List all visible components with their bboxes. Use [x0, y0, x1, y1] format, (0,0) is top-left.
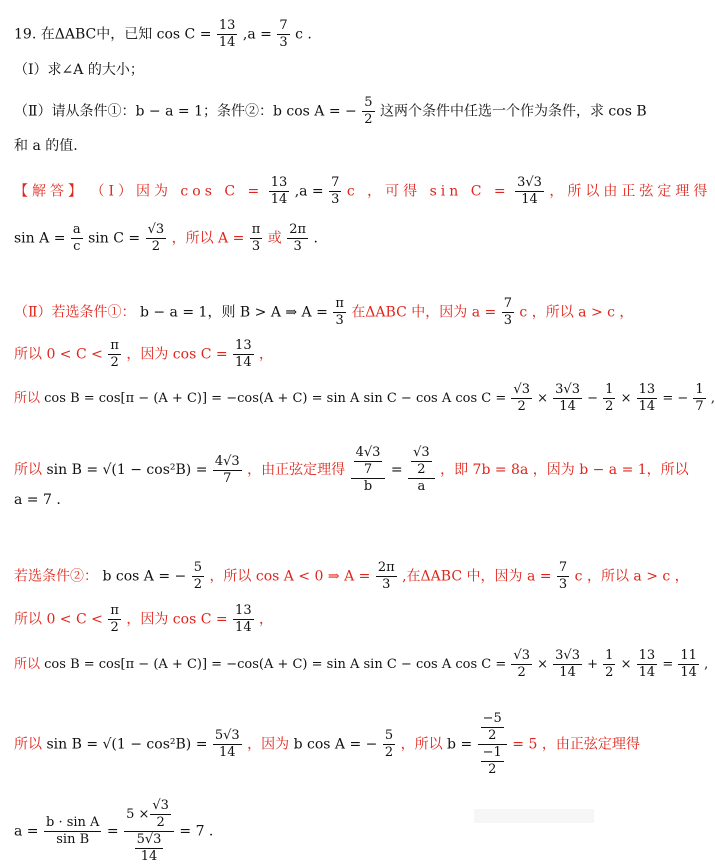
- fraction-denominator: 14: [559, 665, 576, 680]
- b-cos-a: b cos A = −: [102, 568, 187, 585]
- a-over-c-fraction: [71, 222, 83, 255]
- fraction-denominator: 7: [223, 470, 232, 486]
- fraction-denominator: 3: [382, 577, 391, 592]
- comma: ,: [710, 391, 715, 406]
- fraction-denominator: 3: [279, 35, 288, 50]
- cond2-line-2: [14, 603, 614, 636]
- fraction-denominator: 2: [151, 239, 160, 254]
- cond1-in-triangle: 在ΔABC 中，因为 a =: [351, 304, 497, 321]
- fraction-numerator: √3: [152, 798, 169, 813]
- cond2-line-4: [14, 711, 640, 778]
- fraction-denominator: 14: [270, 192, 288, 207]
- fraction-denominator: b: [363, 479, 373, 494]
- problem-part1: （Ⅰ）求∠A 的大小；: [14, 62, 144, 78]
- fraction-2: [553, 648, 582, 681]
- so-a-text: ，所以 A =: [171, 230, 245, 247]
- two-pi-over-3-fraction: [376, 560, 397, 593]
- fraction-denominator: a: [417, 479, 426, 494]
- fraction-denominator: 3: [335, 313, 344, 328]
- fraction-denominator: 7: [695, 399, 704, 414]
- fraction-5: [678, 648, 699, 681]
- sin-b-fraction: [213, 454, 242, 487]
- cos-b-expansion: cos B = cos[π − (A + C)] = −cos(A + C) = sin A sin C − cos A cos C =: [44, 391, 507, 406]
- compound-fraction-right: [408, 445, 435, 495]
- a-equals: a =: [14, 823, 39, 840]
- sin-c-text: sin C =: [88, 230, 141, 247]
- cond2-in-triangle: ,在ΔABC 中，因为 a =: [402, 568, 552, 585]
- cond1-line-3: [14, 382, 715, 415]
- fraction-denominator: 3: [331, 192, 340, 207]
- cond1-label: （Ⅱ）若选条件①：: [14, 304, 136, 321]
- fraction-5: [693, 382, 705, 415]
- fraction-numerator: a: [72, 222, 81, 237]
- b-result: = 5 ，由正弦定理得: [512, 736, 640, 753]
- equals: =: [662, 657, 674, 672]
- fraction-denominator: 2: [156, 815, 165, 830]
- cond1-c-range: 所以 0 < C <: [14, 346, 103, 363]
- answer-tag: 【解答】: [14, 183, 86, 200]
- so-text-2: ，所以: [400, 736, 443, 753]
- fraction-denominator: 2: [417, 462, 426, 477]
- so-text: 所以: [14, 657, 41, 672]
- fraction-numerator: π: [251, 222, 261, 237]
- inner-fraction: [481, 745, 504, 778]
- cos-c-fraction: [233, 338, 254, 371]
- compound-fraction-a: [124, 798, 174, 865]
- fraction-numerator: 13: [270, 175, 288, 190]
- fraction-numerator: 13: [235, 603, 252, 618]
- fraction-numerator: 1: [605, 382, 614, 397]
- pi-over-3-fraction: [250, 222, 263, 255]
- fraction-numerator: 7: [503, 296, 512, 311]
- fraction-denominator: 14: [235, 355, 252, 370]
- so-text: 所以: [14, 736, 42, 753]
- times: ×: [620, 391, 632, 406]
- fraction-numerator: 13: [638, 648, 656, 663]
- sine-law-fraction: [44, 815, 101, 848]
- a-equals: ,a =: [242, 26, 272, 43]
- fraction-2: [553, 382, 582, 415]
- five-times: 5 ×: [126, 807, 150, 822]
- equals: =: [390, 462, 403, 478]
- times: ×: [537, 391, 549, 406]
- fraction-denominator: sin B: [56, 832, 90, 847]
- times: ×: [537, 657, 549, 672]
- fraction-numerator: 7: [331, 175, 340, 190]
- cos-c-fraction: [233, 603, 254, 636]
- so-text: 所以: [14, 462, 42, 478]
- cos-c-fraction: [269, 175, 290, 208]
- cond1-b-minus-a: b − a = 1，则 B > A ⇒ A =: [139, 304, 328, 321]
- pi-over-2-fraction: [108, 338, 121, 371]
- solution-part1-line-2: [14, 222, 614, 255]
- fraction-numerator: 5√3: [136, 832, 162, 847]
- fraction-denominator: 14: [559, 399, 576, 414]
- fraction-numerator: 4√3: [355, 445, 381, 460]
- fraction-denominator: 2: [384, 745, 394, 760]
- compound-fraction-b: [478, 711, 507, 778]
- fraction-1: [511, 382, 532, 415]
- sin-b-expr: sin B = √(1 − cos²B) =: [46, 462, 208, 478]
- cos-a-negative: ，所以 cos A < 0 ⇒ A =: [209, 568, 371, 585]
- fraction-numerator: [351, 445, 386, 479]
- seven-thirds-fraction: [557, 560, 569, 593]
- b-equals: b =: [447, 736, 473, 753]
- fraction-denominator: 2: [110, 620, 119, 635]
- cond2-line-3: [14, 648, 709, 681]
- fraction-numerator: [408, 445, 435, 479]
- solution1-text4: ，所以由正弦定理得: [549, 183, 712, 200]
- two-pi-over-3-fraction: [287, 222, 308, 255]
- fraction-numerator: √3: [513, 382, 530, 397]
- fraction-denominator: 2: [517, 399, 526, 414]
- fraction-4: [637, 382, 658, 415]
- fraction-numerator: 13: [638, 382, 656, 397]
- inner-fraction: [411, 445, 432, 478]
- fraction-denominator: 14: [140, 849, 158, 864]
- fraction-denominator: [478, 745, 507, 778]
- sin-a-text: sin A =: [14, 230, 66, 247]
- cond2-label: 若选条件②：: [14, 568, 98, 585]
- fraction-numerator: √3: [147, 222, 165, 237]
- sqrt3-over-2-fraction: [146, 222, 167, 255]
- or-text: 或: [267, 230, 282, 247]
- fraction-4: [637, 648, 658, 681]
- fraction-3: [603, 648, 615, 681]
- sin-b-expr: sin B = √(1 − cos²B) =: [46, 736, 208, 753]
- problem-part2-line-2: 和 a 的值.: [14, 138, 78, 154]
- fraction-numerator: 13: [218, 18, 236, 33]
- fraction-denominator: 3: [251, 239, 261, 254]
- pi-over-3-fraction: [333, 296, 346, 329]
- fraction-denominator: 2: [488, 762, 497, 777]
- fraction-denominator: 7: [363, 462, 373, 477]
- seven-thirds-fraction: [502, 296, 514, 329]
- solution1-text1: （Ⅰ）因为 cos C =: [90, 183, 264, 200]
- a-tail: c .: [295, 26, 312, 43]
- fraction-numerator: √3: [513, 648, 530, 663]
- fraction-numerator: 2π: [289, 222, 307, 237]
- fraction-denominator: 14: [638, 399, 656, 414]
- fraction-numerator: [124, 798, 174, 832]
- because-text: ，因为: [247, 736, 290, 753]
- cond2-line-1: [14, 560, 689, 593]
- five-halves-fraction: [383, 728, 395, 761]
- fraction-numerator: [478, 711, 507, 745]
- fraction-denominator: 2: [605, 665, 614, 680]
- fraction-numerator: 13: [235, 338, 252, 353]
- fraction-numerator: 5√3: [214, 728, 240, 743]
- fraction-denominator: 2: [364, 112, 373, 127]
- cond1-line-1: [14, 296, 634, 329]
- fraction-denominator: 14: [219, 745, 236, 760]
- cond2-because-cos-c: ，因为 cos C =: [126, 611, 228, 628]
- cond1-line-2: [14, 338, 614, 371]
- times: ×: [620, 657, 632, 672]
- fraction-numerator: π: [110, 603, 119, 618]
- comma: ,: [704, 657, 709, 672]
- problem-number: 19.: [14, 26, 37, 43]
- part2-prefix: （Ⅱ）请从条件①：b − a = 1；条件②：b cos A = −: [14, 103, 357, 120]
- fraction-denominator: 14: [218, 35, 236, 50]
- fraction-numerator: 1: [695, 382, 704, 397]
- minus: −: [587, 391, 599, 406]
- compound-fraction-left: [351, 445, 386, 495]
- fraction-denominator: 14: [638, 665, 656, 680]
- problem-line-1: [14, 18, 614, 51]
- cond1-a-gt-c: c ，所以 a > c ，: [519, 304, 634, 321]
- fraction-numerator: 5: [364, 95, 373, 110]
- fraction-denominator: 3: [293, 239, 302, 254]
- period: .: [313, 230, 318, 247]
- cos-c-fraction: [217, 18, 238, 51]
- problem-stem: 在ΔABC中，已知 cos C =: [40, 26, 212, 43]
- fraction-denominator: 2: [193, 577, 202, 592]
- fraction-denominator: 2: [605, 399, 614, 414]
- five-halves-fraction: [192, 560, 204, 593]
- fraction-3: [603, 382, 615, 415]
- problem-part2-line-1: [14, 95, 647, 128]
- equals: =: [106, 823, 119, 840]
- cos-b-expansion: cos B = cos[π − (A + C)] = −cos(A + C) = sin A sin C − cos A cos C =: [44, 657, 507, 672]
- pi-over-2-fraction: [108, 603, 121, 636]
- b-cos-a: b cos A = −: [293, 736, 378, 753]
- a-fraction: [329, 175, 341, 208]
- part2-fraction: [362, 95, 374, 128]
- fraction-1: [511, 648, 532, 681]
- fraction-denominator: 3: [503, 313, 512, 328]
- fraction-numerator: −1: [482, 745, 502, 760]
- fraction-denominator: [132, 832, 167, 865]
- cond2-c-range: 所以 0 < C <: [14, 611, 103, 628]
- so-text: 所以: [14, 391, 41, 406]
- fraction-numerator: 7: [558, 560, 568, 575]
- sine-law-result: ，即 7b = 8a ，因为 b − a = 1，所以: [440, 462, 689, 478]
- sin-c-fraction: [515, 175, 544, 208]
- cond1-line-4: [14, 445, 689, 495]
- fraction-numerator: 7: [279, 18, 288, 33]
- fraction-denominator: 2: [110, 355, 119, 370]
- fraction-denominator: 2: [517, 665, 526, 680]
- fraction-numerator: 3√3: [555, 382, 580, 397]
- fraction-numerator: π: [110, 338, 119, 353]
- fraction-numerator: b · sin A: [45, 815, 100, 830]
- a-fraction: [277, 18, 289, 51]
- fraction-numerator: 3√3: [555, 648, 580, 663]
- solution1-text2: ,a =: [294, 183, 324, 200]
- fraction-numerator: 4√3: [214, 453, 240, 469]
- fraction-numerator: 5: [384, 728, 394, 743]
- final-result: = 7 .: [179, 823, 214, 840]
- fraction-denominator: 14: [680, 665, 697, 680]
- cond1-because-cos-c: ，因为 cos C =: [126, 346, 228, 363]
- fraction-numerator: −5: [482, 711, 502, 726]
- cond2-a-gt-c: c ，所以 a > c ，: [574, 568, 689, 585]
- fraction-denominator: c: [73, 239, 81, 254]
- faded-watermark: [474, 809, 594, 823]
- solution-part1-line-1: [14, 175, 712, 208]
- part2-suffix: 这两个条件中任选一个作为条件，求 cos B: [379, 103, 647, 120]
- fraction-denominator: 2: [488, 728, 497, 743]
- fraction-numerator: 1: [605, 648, 614, 663]
- fraction-denominator: 14: [521, 192, 538, 207]
- inner-fraction: [481, 711, 504, 744]
- inner-fraction: [354, 445, 383, 478]
- sine-law-text: ，由正弦定理得: [247, 462, 346, 478]
- fraction-numerator: 11: [680, 648, 697, 663]
- solution1-text3: c ，可得 sin C =: [346, 183, 510, 200]
- plus: +: [587, 657, 599, 672]
- fraction-numerator: π: [335, 296, 344, 311]
- inner-fraction: [150, 798, 171, 831]
- equals-minus: = −: [662, 391, 689, 406]
- fraction-numerator: 3√3: [517, 175, 542, 190]
- fraction-numerator: √3: [413, 445, 430, 460]
- fraction-numerator: 5: [193, 560, 202, 575]
- comma: ，: [259, 611, 274, 628]
- comma: ，: [259, 346, 274, 363]
- cond1-line-5: a = 7 .: [14, 492, 61, 508]
- fraction-denominator: 3: [558, 577, 568, 592]
- sin-b-fraction: [213, 728, 242, 761]
- fraction-denominator: 14: [235, 620, 252, 635]
- inner-fraction: [135, 832, 164, 865]
- fraction-numerator: 2π: [377, 560, 395, 575]
